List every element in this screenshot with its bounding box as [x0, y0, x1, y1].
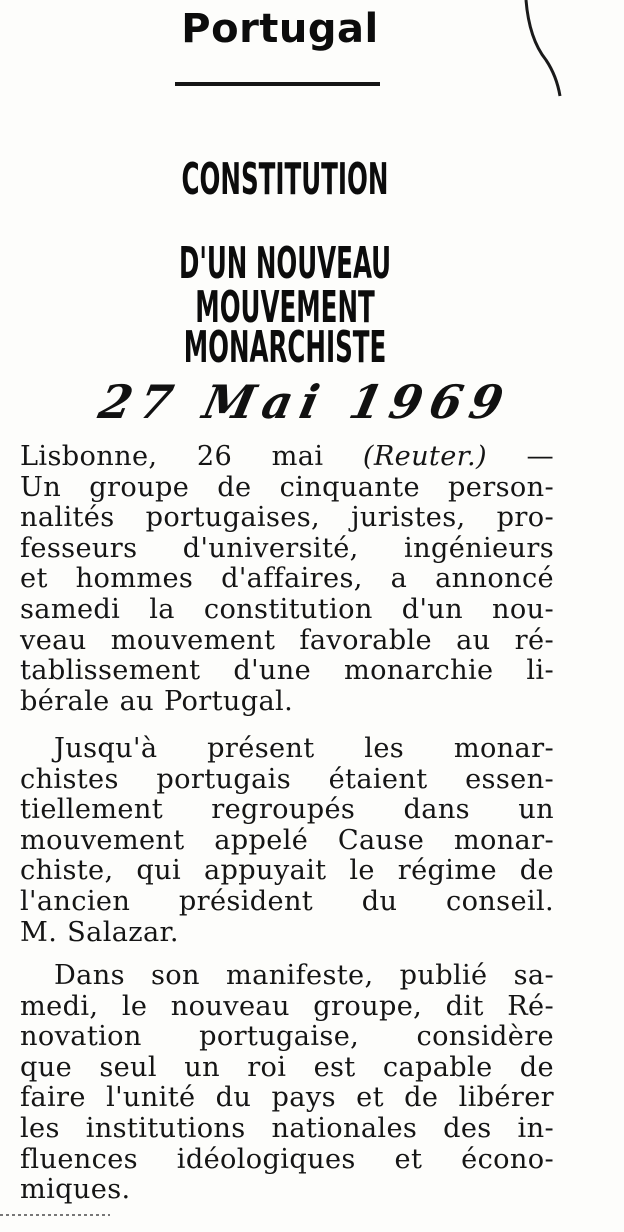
dateline [20, 442, 554, 473]
text-line: faire l'unité du pays et de libérer [20, 1082, 554, 1114]
text-line: bérale au Portugal. [20, 685, 294, 717]
paragraph-1 [20, 442, 554, 717]
text-line: tiellement regroupés dans un [20, 794, 554, 826]
dateline-place: Lisbonne, 26 mai [20, 441, 324, 472]
text-line: nalités portugaises, juristes, pro- [20, 502, 554, 534]
text-line: chistes portugais étaient essen- [20, 763, 554, 795]
text-line: medi, le nouveau groupe, dit Ré- [20, 990, 554, 1022]
handwritten-date [94, 375, 520, 445]
text-line: Jusqu'à présent les monar- [54, 733, 554, 764]
text-line: M. Salazar. [20, 916, 179, 948]
headline-line-3: MONARCHISTE [183, 322, 387, 373]
text-line: veau mouvement favorable au ré- [20, 624, 554, 656]
section-title: Portugal [181, 6, 379, 52]
text-line: les institutions nationales des in- [20, 1112, 554, 1144]
text-line: tablissement d'une monarchie li- [20, 655, 554, 687]
text-line: mouvement appelé Cause monar- [20, 824, 554, 856]
bottom-dotted-edge [0, 1214, 110, 1216]
text-line: Dans son manifeste, publié sa- [54, 960, 554, 991]
text-line: miques. [20, 1174, 131, 1206]
paragraph-3 [20, 961, 554, 1206]
dateline-agency: (Reuter.) [362, 441, 487, 472]
text-line: Un groupe de cinquante person- [20, 471, 554, 503]
text-line: fluences idéologiques et écono- [20, 1143, 554, 1175]
headline-line-2: D'UN NOUVEAU MOUVEMENT [178, 238, 392, 333]
text-line: chiste, qui appuyait le régime de [20, 855, 554, 887]
section-underline [175, 82, 380, 86]
paragraph-2 [20, 734, 554, 948]
dateline-dash: — [526, 441, 554, 472]
text-line: samedi la constitution d'un nou- [20, 593, 554, 625]
headline-line-1: CONSTITUTION [181, 154, 389, 205]
text-line: novation portugaise, considère [20, 1021, 554, 1053]
text-line: l'ancien président du conseil. [20, 885, 554, 917]
text-line: que seul un roi est capable de [20, 1051, 554, 1083]
text-line: et hommes d'affaires, a annoncé [20, 563, 554, 595]
handwritten-date-text: 27 Mai 1969 [94, 375, 517, 429]
text-line: fesseurs d'université, ingénieurs [20, 532, 554, 564]
